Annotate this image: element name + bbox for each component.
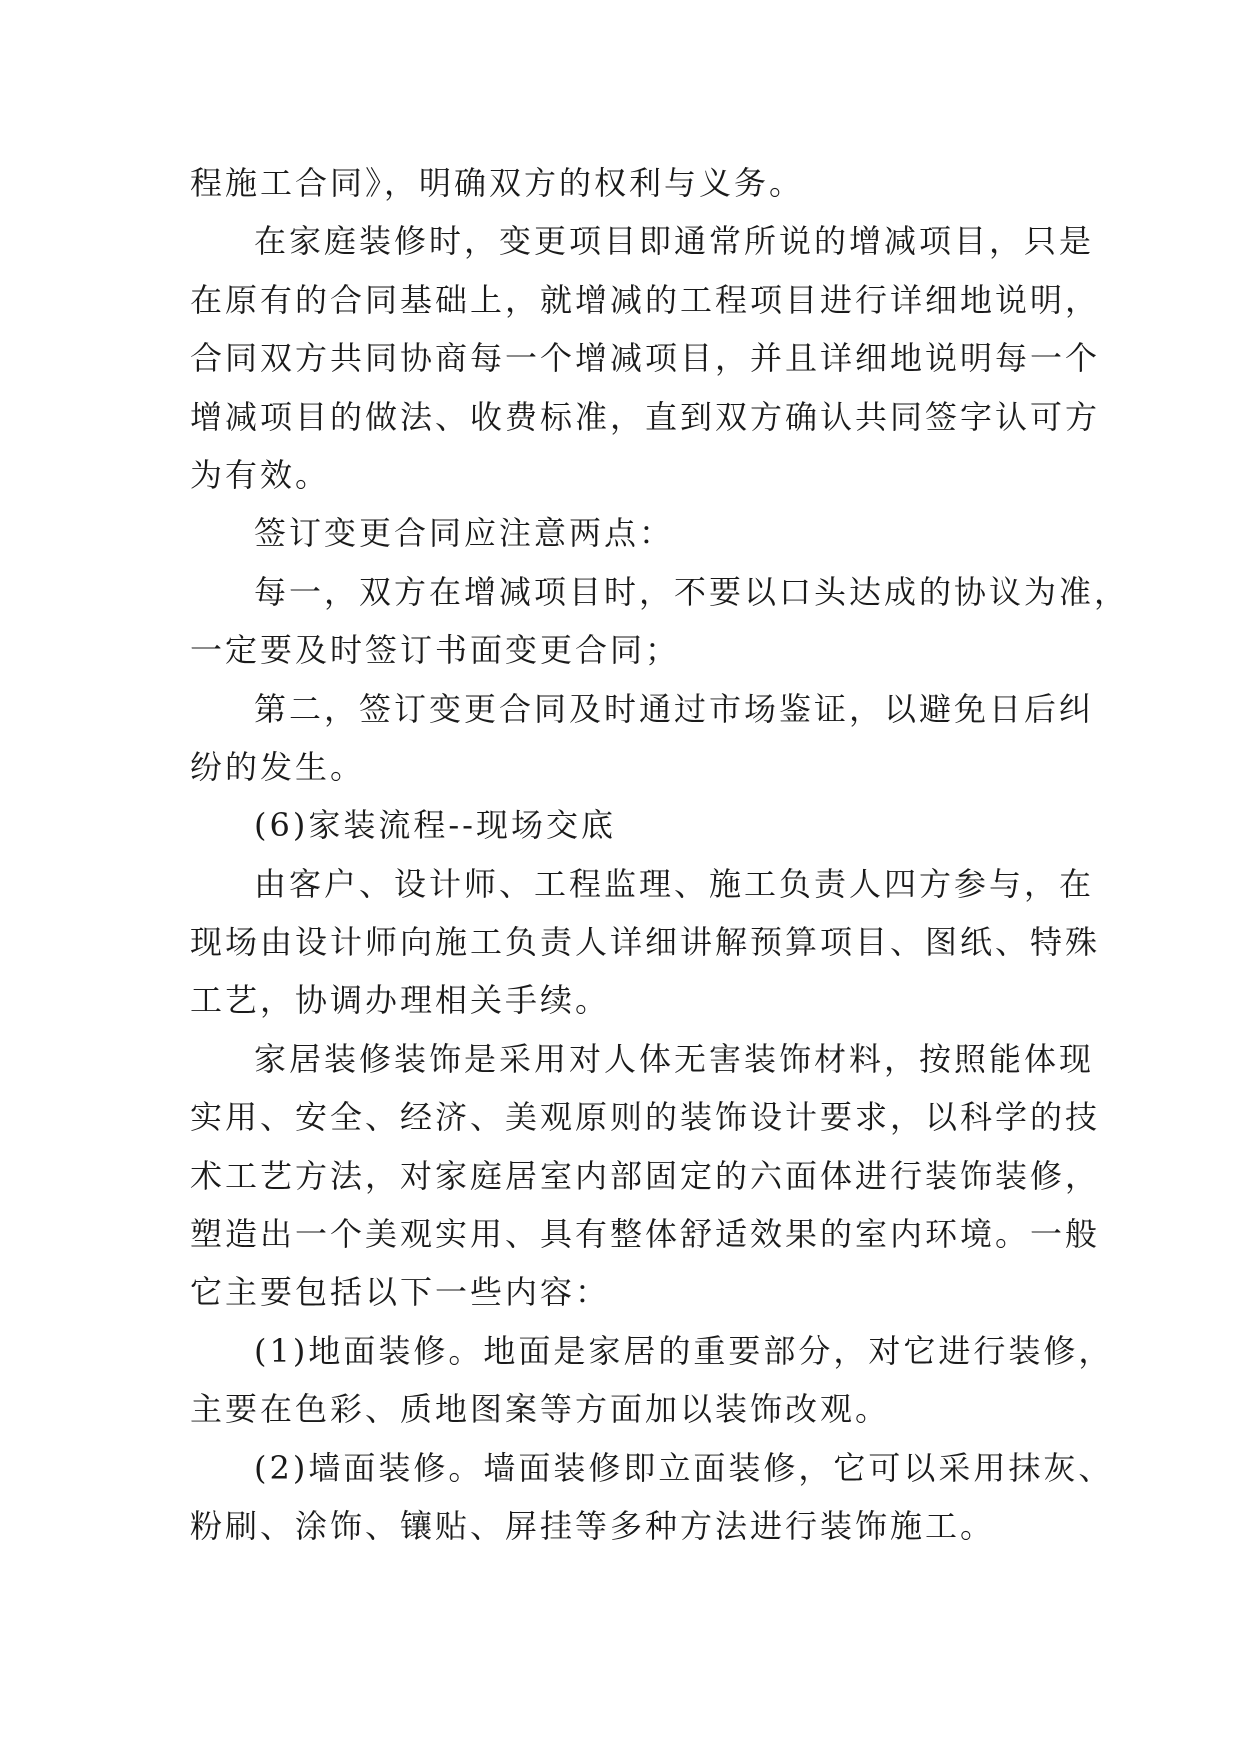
text-line: (6)家装流程--现场交底 [254,806,616,845]
text-line: 实用、安全、经济、美观原则的装饰设计要求，以科学的技 [190,1098,1101,1137]
text-line: 在原有的合同基础上，就增减的工程项目进行详细地说明， [190,280,1101,319]
text-line: 术工艺方法，对家庭居室内部固定的六面体进行装饰装修， [190,1156,1101,1195]
text-line: 塑造出一个美观实用、具有整体舒适效果的室内环境。一般 [190,1215,1101,1254]
text-line: 它主要包括以下一些内容： [190,1273,611,1312]
text-line: (1)地面装修。地面是家居的重要部分，对它进行装修， [254,1331,1114,1370]
text-line: 程施工合同》，明确双方的权利与义务。 [190,164,805,202]
text-line: 由客户、设计师、工程监理、施工负责人四方参与，在 [254,864,1095,903]
text-line: 粉刷、涂饰、镶贴、屏挂等多种方法进行装饰施工。 [190,1506,996,1545]
text-line: 在家庭装修时，变更项目即通常所说的增减项目，只是 [254,222,1095,261]
text-line: 签订变更合同应注意两点： [254,514,675,553]
text-line: 主要在色彩、质地图案等方面加以装饰改观。 [190,1390,891,1429]
text-line: 工艺，协调办理相关手续。 [190,981,611,1020]
text-line: 增减项目的做法、收费标准，直到双方确认共同签字认可方 [190,397,1101,436]
text-line: 第二，签订变更合同及时通过市场鉴证，以避免日后纠 [254,689,1095,728]
text-line: 纷的发生。 [190,747,366,786]
document-page [190,154,1130,1555]
text-line: 每一，双方在增减项目时，不要以口头达成的协议为准， [254,572,1130,611]
text-line: 为有效。 [190,455,331,494]
text-line: 现场由设计师向施工负责人详细讲解预算项目、图纸、特殊 [190,923,1101,962]
text-line: 家居装修装饰是采用对人体无害装饰材料，按照能体现 [254,1039,1095,1078]
text-line: (2)墙面装修。墙面装修即立面装修，它可以采用抹灰、 [254,1448,1114,1487]
text-line: 一定要及时签订书面变更合同； [190,631,681,670]
text-line: 合同双方共同协商每一个增减项目，并且详细地说明每一个 [190,339,1101,378]
